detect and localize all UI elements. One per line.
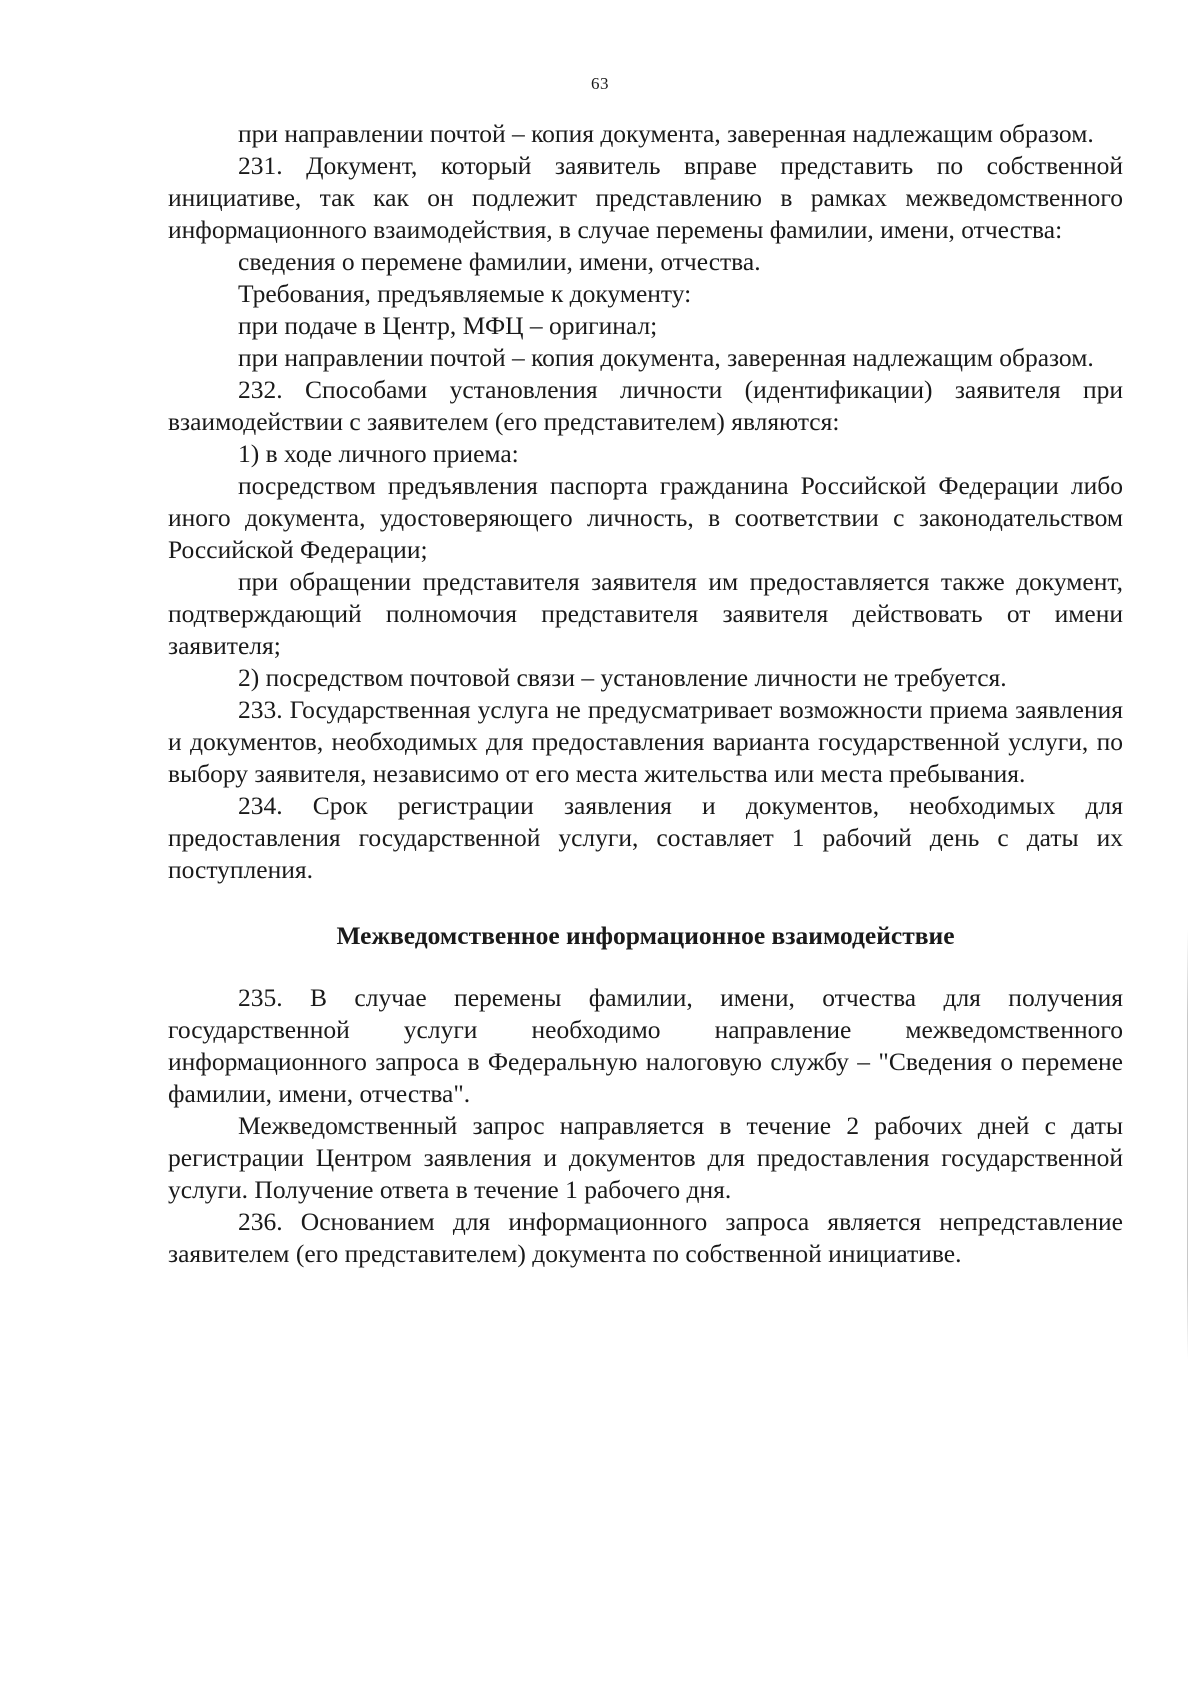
paragraph: сведения о перемене фамилии, имени, отчества. [238, 247, 761, 276]
paragraph-234: 234. Срок регистрации заявления и документов, необходимых для предоставления государственной услуги, составляет 1 рабочий день с даты их поступления. [168, 791, 1123, 884]
paragraph-233: 233. Государственная услуга не предусматривает возможности приема заявления и документов, необходимых для предоставления варианта государственной услуги, по выбору заявителя, независимо от его места жительства или места пребывания. [168, 695, 1123, 788]
paragraph-232: 232. Способами установления личности (идентификации) заявителя при взаимодействии с заявителем (его представителем) являются: [168, 375, 1123, 436]
paragraph-236: 236. Основанием для информационного запроса является непредставление заявителем (его представителем) документа по собственной инициативе. [168, 1207, 1123, 1268]
page-number: 63 [591, 74, 609, 93]
paragraph: при подаче в Центр, МФЦ – оригинал; [238, 311, 658, 340]
paragraph: при направлении почтой – копия документа, заверенная надлежащим образом. [238, 343, 1094, 372]
paragraph: при обращении представителя заявителя им предоставляется также документ, подтверждающий полномочия представителя заявителя действовать от имени заявителя; [168, 567, 1123, 660]
paragraph: посредством предъявления паспорта гражданина Российской Федерации либо иного документа, удостоверяющего личность, в соответствии с законодательством Российской Федерации; [168, 471, 1123, 564]
section-heading: Межведомственное информационное взаимодействие [336, 921, 955, 950]
paragraph-235: 235. В случае перемены фамилии, имени, отчества для получения государственной услуги необходимо направление межведомственного информационного запроса в Федеральную налоговую службу – "Сведения о перемене фамилии, имени, отчества". [168, 983, 1123, 1108]
paragraph: Межведомственный запрос направляется в течение 2 рабочих дней с даты регистрации Центром заявления и документов для предоставления государственной услуги. Получение ответа в течение 1 рабочего дня. [168, 1111, 1123, 1204]
paragraph: Требования, предъявляемые к документу: [238, 279, 692, 308]
paragraph: 1) в ходе личного приема: [238, 439, 519, 468]
scan-edge-line [1187, 930, 1188, 1360]
paragraph-231: 231. Документ, который заявитель вправе представить по собственной инициативе, так как он подлежит представлению в рамках межведомственного информационного взаимодействия, в случае перемены фамилии, имени, отчества: [168, 151, 1123, 244]
document-body [168, 118, 1123, 1270]
paragraph: при направлении почтой – копия документа, заверенная надлежащим образом. [238, 119, 1094, 148]
paragraph: 2) посредством почтовой связи – установление личности не требуется. [238, 663, 1007, 692]
